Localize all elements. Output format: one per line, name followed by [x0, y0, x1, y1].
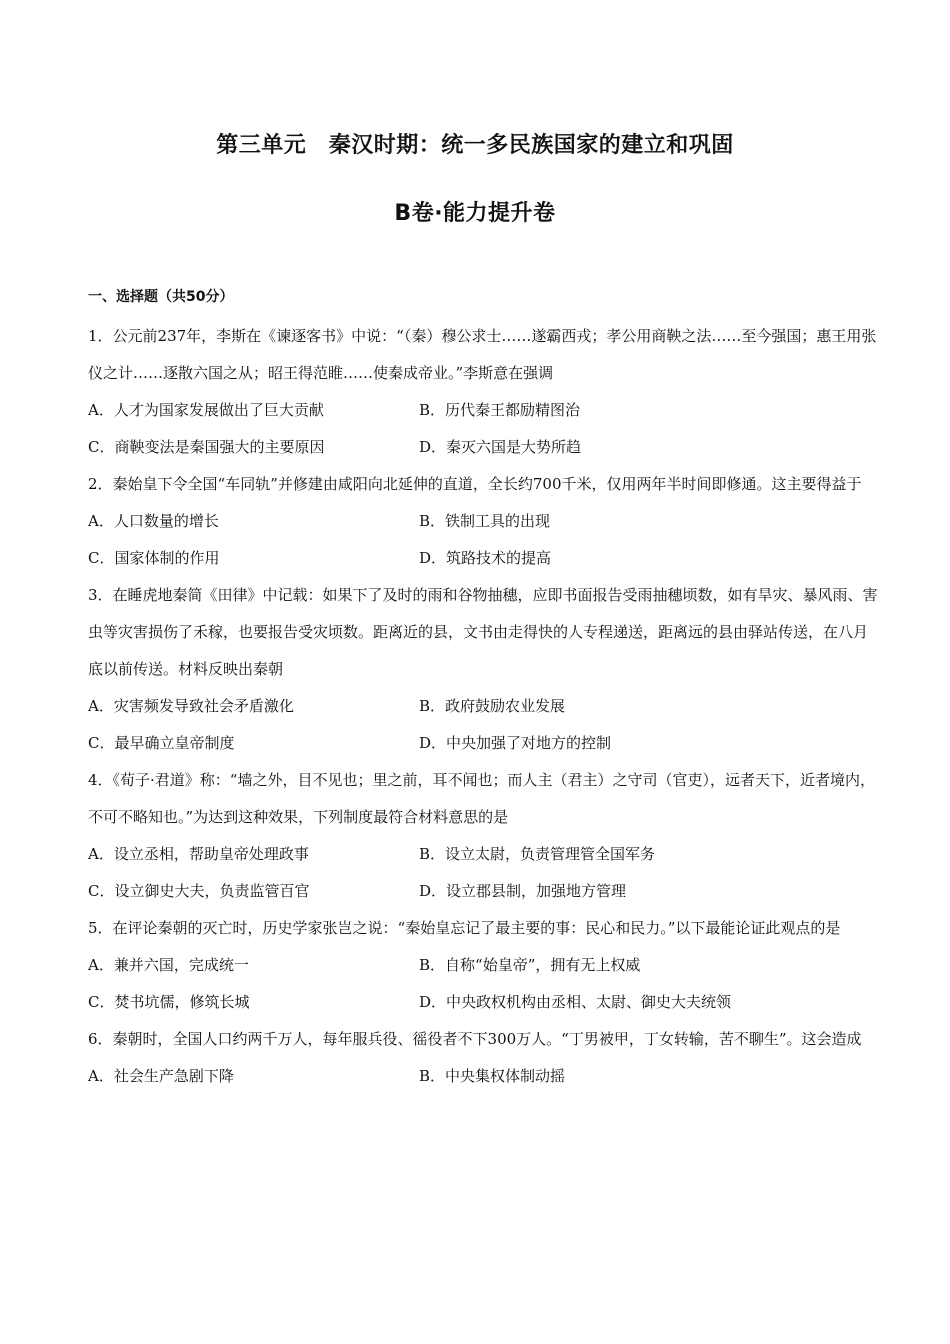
question-3	[88, 577, 878, 762]
question-text: 1．公元前237年，李斯在《谏逐客书》中说：“（秦）穆公求士……遂霸西戎；孝公用商鞅之法……至今强国；惠王用张仪之计……逐散六国之从；昭王得范睢……使秦成帝业。”李斯意在强调	[88, 327, 877, 382]
question-list	[88, 318, 878, 1095]
option-c: C．设立御史大夫，负责监管百官	[88, 882, 310, 900]
question-text: 2．秦始皇下令全国“车同轨”并修建由咸阳向北延伸的直道，全长约700千米，仅用两年半时间即修通。这主要得益于	[88, 475, 862, 493]
option-c: C．国家体制的作用	[88, 549, 220, 567]
question-text: 5．在评论秦朝的灭亡时，历史学家张岂之说：“秦始皇忘记了最主要的事：民心和民力。”以下最能论证此观点的是	[88, 919, 841, 937]
page-title: 第三单元 秦汉时期：统一多民族国家的建立和巩固	[216, 133, 734, 158]
question-1	[88, 318, 878, 466]
option-d: D．筑路技术的提高	[419, 549, 552, 567]
option-list	[88, 392, 878, 466]
option-b: B．中央集权体制动摇	[419, 1067, 566, 1085]
option-a: A．设立丞相，帮助皇帝处理政事	[88, 845, 309, 863]
question-5	[88, 910, 878, 1021]
option-b: B．自称“始皇帝”，拥有无上权威	[419, 956, 641, 974]
option-b: B．历代秦王都励精图治	[419, 401, 581, 419]
option-d: D．秦灭六国是大势所趋	[419, 438, 582, 456]
option-b: B．设立太尉，负责管理管全国军务	[419, 845, 656, 863]
option-list	[88, 1058, 878, 1095]
option-b: B．铁制工具的出现	[419, 512, 551, 530]
question-2	[88, 466, 878, 577]
option-c: C．最早确立皇帝制度	[88, 734, 235, 752]
option-d: D．设立郡县制，加强地方管理	[419, 882, 627, 900]
option-a: A．灾害频发导致社会矛盾激化	[88, 697, 294, 715]
option-list	[88, 688, 878, 762]
option-a: A．兼并六国，完成统一	[88, 956, 249, 974]
question-text: 3．在睡虎地秦简《田律》中记载：如果下了及时的雨和谷物抽穗，应即书面报告受雨抽穗顷数，如有旱灾、暴风雨、害虫等灾害损伤了禾稼，也要报告受灾顷数。距离近的县，文书由走得快的人专程递送，距离远的县由驿站传送，在八月底以前传送。材料反映出秦朝	[88, 586, 878, 678]
question-text: 6．秦朝时，全国人口约两千万人，每年服兵役、徭役者不下300万人。“丁男被甲，丁女转输，苦不聊生”。这会造成	[88, 1030, 862, 1048]
page-subtitle: B卷·能力提升卷	[394, 201, 556, 226]
option-b: B．政府鼓励农业发展	[419, 697, 566, 715]
option-c: C．商鞅变法是秦国强大的主要原因	[88, 438, 325, 456]
question-6	[88, 1021, 878, 1095]
option-list	[88, 836, 878, 910]
question-text: 4．《荀子·君道》称：“墙之外，目不见也；里之前，耳不闻也；而人主（君主）之守司（官吏），远者天下，近者境内，不可不略知也。”为达到这种效果，下列制度最符合材料意思的是	[88, 771, 875, 826]
option-a: A．社会生产急剧下降	[88, 1067, 234, 1085]
option-c: C．焚书坑儒，修筑长城	[88, 993, 250, 1011]
section-heading: 一、选择题（共50分）	[88, 289, 234, 305]
option-a: A．人口数量的增长	[88, 512, 219, 530]
option-list	[88, 947, 878, 1021]
option-a: A．人才为国家发展做出了巨大贡献	[88, 401, 324, 419]
option-list	[88, 503, 878, 577]
option-d: D．中央加强了对地方的控制	[419, 734, 612, 752]
question-4	[88, 762, 878, 910]
option-d: D．中央政权机构由丞相、太尉、御史大夫统领	[419, 993, 732, 1011]
